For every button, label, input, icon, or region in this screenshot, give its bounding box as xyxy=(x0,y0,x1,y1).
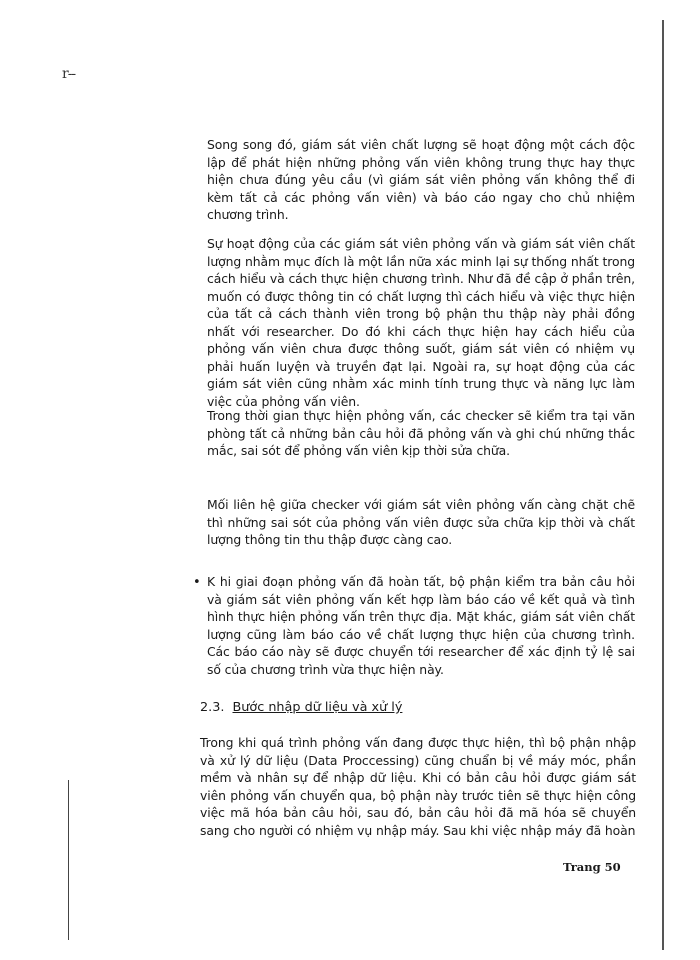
bullet-paragraph-report: K hi giai đoạn phỏng vấn đã hoàn tất, bộ phận kiểm tra bản câu hỏi và giám sát viên phỏng vấn kết hợp làm báo cáo về kết quả và tình hình thực hiện phỏng vấn trên thực địa. Mặt khác, giám sát viên chất lượng cũng làm báo cáo về chất lượng thực hiện của chương trình. Các báo cáo này sẽ được chuyển tới researcher để xác định tỷ lệ sai số của chương trình vừa thực hiện này. xyxy=(207,574,635,677)
paragraph-supervisor-activity: Sự hoạt động của các giám sát viên phỏng vấn và giám sát viên chất lượng nhằm mục đích là một lần nữa xác minh lại sự thống nhất trong cách hiểu và cách thực hiện chương trình. Như đã đề cập ở phần trên, muốn có được thông tin có chất lượng thì cách hiểu và việc thực hiện của tất cả cách thành viên trong bộ phận thu thập này phải đồng nhất với researcher. Do đó khi cách thực hiện hay cách hiểu của phỏng vấn viên chưa được thông suốt, giám sát viên có nhiệm vụ phải huấn luyện và truyền đạt lại. Ngoài ra, sự hoạt động của các giám sát viên cũng nhằm xác minh tính trung thực và năng lực làm việc của phỏng vấn viên. xyxy=(207,236,635,409)
paragraph-checker: Trong thời gian thực hiện phỏng vấn, các checker sẽ kiểm tra tại văn phòng tất cả những bản câu hỏi đã phỏng vấn và ghi chú những thắc mắc, sai sót để phỏng vấn viên kịp thời sửa chữa. xyxy=(207,408,635,458)
paragraph-checker-relation: Mối liên hệ giữa checker với giám sát viên phỏng vấn càng chặt chẽ thì những sai sót của phỏng vấn viên được sửa chữa kịp thời và chất lượng thông tin thu thập được càng cao. xyxy=(207,497,635,547)
paragraph-data-entry: Trong khi quá trình phỏng vấn đang được thực hiện, thì bộ phận nhập và xử lý dữ liệu (Data Proccessing) cũng chuẩn bị về máy móc, phần mềm và nhân sự để nhập dữ liệu. Khi có bản câu hỏi được giám sát viên phỏng vấn chuyển qua, bộ phận này trước tiên sẽ thực hiện công việc mã hóa bản câu hỏi, sau đó, bản câu hỏi đã mã hóa sẽ chuyển sang cho người có nhiệm vụ nhập máy. Sau khi việc nhập máy đã hoàn xyxy=(200,735,636,838)
scan-corner-mark: r-- xyxy=(62,66,76,82)
section-number: 2.3. xyxy=(200,700,225,715)
scan-margin-line xyxy=(68,780,69,940)
bullet-icon: • xyxy=(193,575,201,590)
page-number: Trang 50 xyxy=(563,860,621,874)
section-heading xyxy=(200,700,402,715)
section-title: Bước nhập dữ liệu và xử lý xyxy=(232,700,403,715)
page-right-edge xyxy=(662,20,664,950)
paragraph-quality-supervisor: Song song đó, giám sát viên chất lượng sẽ hoạt động một cách độc lập để phát hiện những phỏng vấn viên không trung thực hay thực hiện chưa đúng yêu cầu (vì giám sát viên phỏng vấn không thể đi kèm tất cả các phỏng vấn viên) và báo cáo ngay cho chủ nhiệm chương trình. xyxy=(207,137,635,222)
